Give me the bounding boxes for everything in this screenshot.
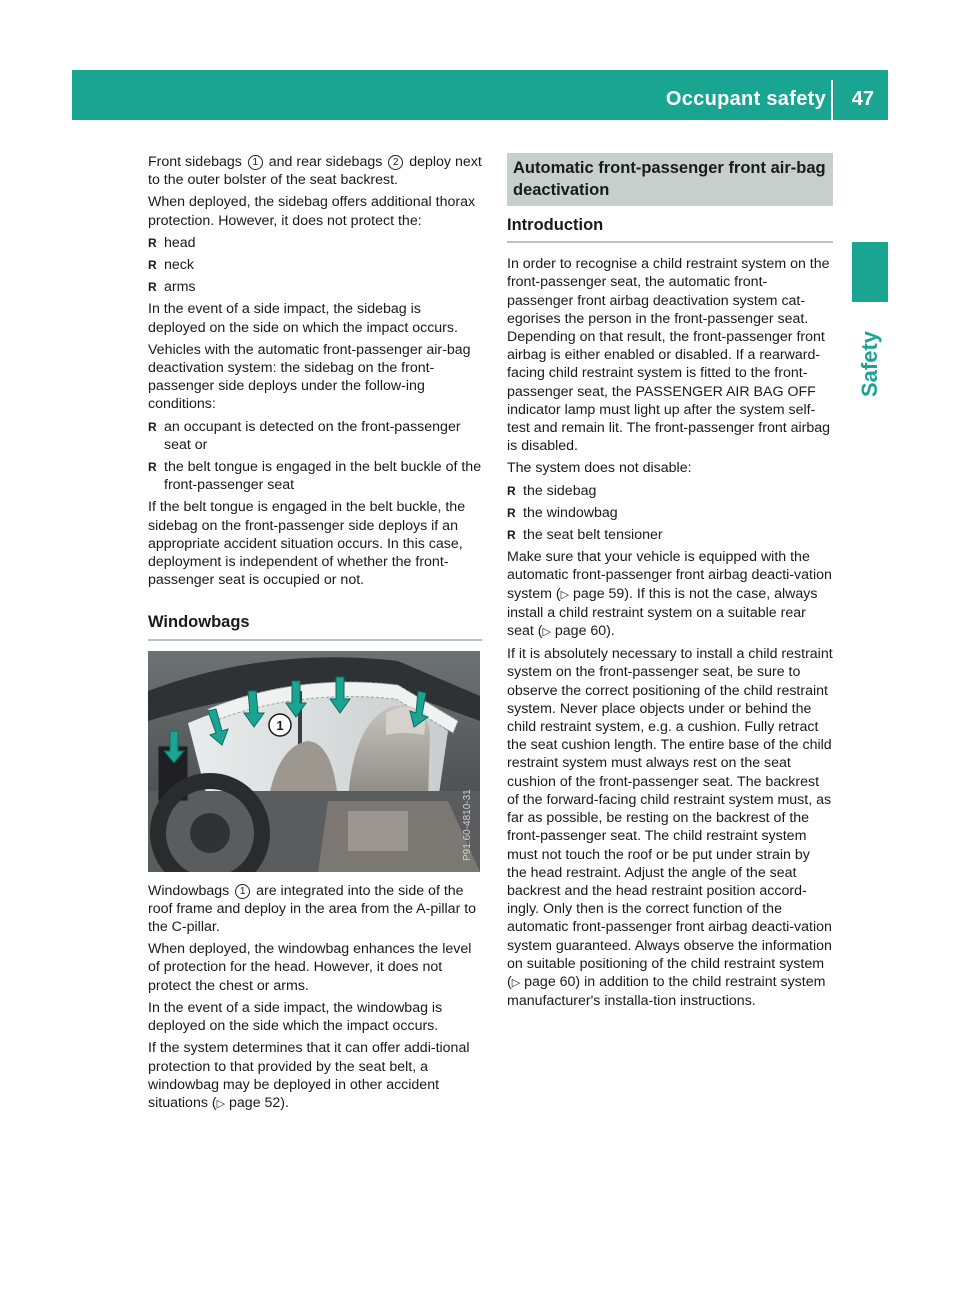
- windowbag-side-impact-paragraph: In the event of a side impact, the windowbag is deployed on the side which the impact occurs.: [148, 999, 443, 1035]
- not-protected-list: [148, 234, 482, 297]
- page-reference-arrow-icon: ▷: [560, 588, 570, 601]
- text-run: are integrated into the side of the roof frame and deploy in the area from the A-pillar to the C-pillar.: [148, 882, 477, 936]
- callout-1-icon: 1: [248, 155, 263, 170]
- list-item: R the seat belt tensioner: [507, 526, 833, 544]
- page-reference-link[interactable]: page 59). If this is not the case, always install a child restraint system on a suitable rear seat (: [507, 585, 818, 640]
- windowbags-heading: Windowbags: [148, 613, 482, 640]
- section-tab-marker: [852, 242, 888, 302]
- conditions-list: [148, 418, 482, 495]
- windowbag-protection-paragraph: When deployed, the windowbag enhances the level of protection for the head. However, it does not protect the chest or arms.: [148, 941, 472, 994]
- installation-paragraph: [507, 645, 833, 1010]
- text-run: Front sidebags: [148, 154, 246, 170]
- figure-callout-1: 1: [276, 717, 284, 733]
- not-disabled-list: [507, 482, 833, 545]
- list-item: R the windowbag: [507, 504, 833, 522]
- section-tab-label: [848, 314, 892, 414]
- list-item: R arms: [148, 278, 482, 296]
- callout-1-icon: 1: [235, 884, 250, 899]
- equipped-paragraph: [507, 548, 833, 641]
- sidebag-protection-paragraph: When deployed, the sidebag offers additional thorax protection. However, it does not protect the:: [148, 194, 476, 229]
- intro-paragraph: In order to recognise a child restraint system on the front-passenger seat, the automatic front-passenger front airbag deactivation system cat-egorises the person in the front-passenger seat. Depending on that result, the front-passenger front airbag is either enabled or disabled. If a rearward-facing child restraint system is fitted to the front-passenger seat, the PASSENGER AIR BAG OFF indicator lamp must light up after the system self-test and remain lit. The front-passenger front airbag is disabled.: [507, 256, 831, 455]
- right-column: [507, 153, 833, 1014]
- section-tab-text: Safety: [857, 330, 882, 398]
- list-item: R the sidebag: [507, 482, 833, 500]
- deactivation-conditions-paragraph: Vehicles with the automatic front-passenger air-bag deactivation system: the sidebag on the front-passenger side deploys under the follow-ing conditions:: [148, 341, 471, 413]
- callout-2-icon: 2: [388, 155, 403, 170]
- chapter-title: Occupant safety: [665, 88, 826, 110]
- page-reference-link[interactable]: page 52).: [225, 1094, 289, 1111]
- text-run: Make sure that your vehicle is equipped with the automatic front-passenger front airbag deacti-vation system (: [507, 549, 832, 602]
- list-item: R head: [148, 234, 482, 252]
- page-reference-link[interactable]: page 60) in addition to the child restraint system manufacturer's installa-tion instructions.: [507, 973, 826, 1010]
- page-reference-arrow-icon: ▷: [542, 626, 551, 639]
- side-impact-paragraph: In the event of a side impact, the sidebag is deployed on the side on which the impact occurs.: [148, 301, 458, 336]
- text-run: If it is absolutely necessary to install a child restraint system on the front-passenger seat, be sure to observe the correct positioning of the child restraint system. Never place objects under or behind the child restraint system, e.g. a cushion. Fully retract the seat cushion length. The entire base of the child restraint system must always rest on the seat cushion of the front-passenger seat. The backrest of the forward-facing child restraint system must, as far as possible, be resting on the backrest of the front-passenger seat. The child restraint system must not touch the roof or be put under strain by the head restraint. Adjust the angle of the seat backrest and the head restraint position accord-ingly. Only then is the correct function of the automatic front-passenger front airbag deacti-vation system guaranteed. Always observe the information on suitable positioning of the child restraint system (: [507, 646, 833, 990]
- text-run: and rear sidebags: [264, 154, 387, 170]
- header-divider: [831, 80, 833, 120]
- page-reference-arrow-icon: ▷: [216, 1097, 226, 1110]
- introduction-heading: Introduction: [507, 216, 833, 243]
- page-reference-link[interactable]: page 60).: [550, 623, 615, 640]
- left-column: [148, 153, 482, 1117]
- car-interior-image: [148, 651, 480, 872]
- text-run: deploy next to the outer bolster of the seat backrest.: [148, 154, 482, 189]
- page-reference-arrow-icon: ▷: [511, 976, 521, 989]
- does-not-disable-paragraph: The system does not disable:: [507, 460, 692, 477]
- sidebags-paragraph: [148, 153, 482, 189]
- section-heading: Automatic front-passenger front air-bag deactivation: [507, 153, 833, 206]
- windowbags-illustration: [148, 651, 480, 872]
- list-item: R neck: [148, 256, 482, 274]
- windowbags-paragraph: [148, 882, 482, 937]
- list-item: R the belt tongue is engaged in the belt buckle of the front-passenger seat: [148, 458, 482, 494]
- text-run: Windowbags: [148, 882, 234, 899]
- windowbag-additional-paragraph: [148, 1039, 482, 1113]
- page-number: 47: [851, 88, 874, 110]
- figure-code: P91.60-4810-31: [462, 788, 473, 861]
- list-item: R an occupant is detected on the front-passenger seat or: [148, 418, 482, 454]
- belt-tongue-paragraph: If the belt tongue is engaged in the belt buckle, the sidebag on the front-passenger side deploys if an appropriate accident situation occurs. In this case, deployment is independent of whether the front-passenger seat is occupied or not.: [148, 499, 466, 589]
- page-header: [72, 70, 888, 120]
- text-run: If the system determines that it can offer addi-tional protection to that provided by the seat belt, a windowbag may be deployed in other accident situations (: [148, 1040, 470, 1111]
